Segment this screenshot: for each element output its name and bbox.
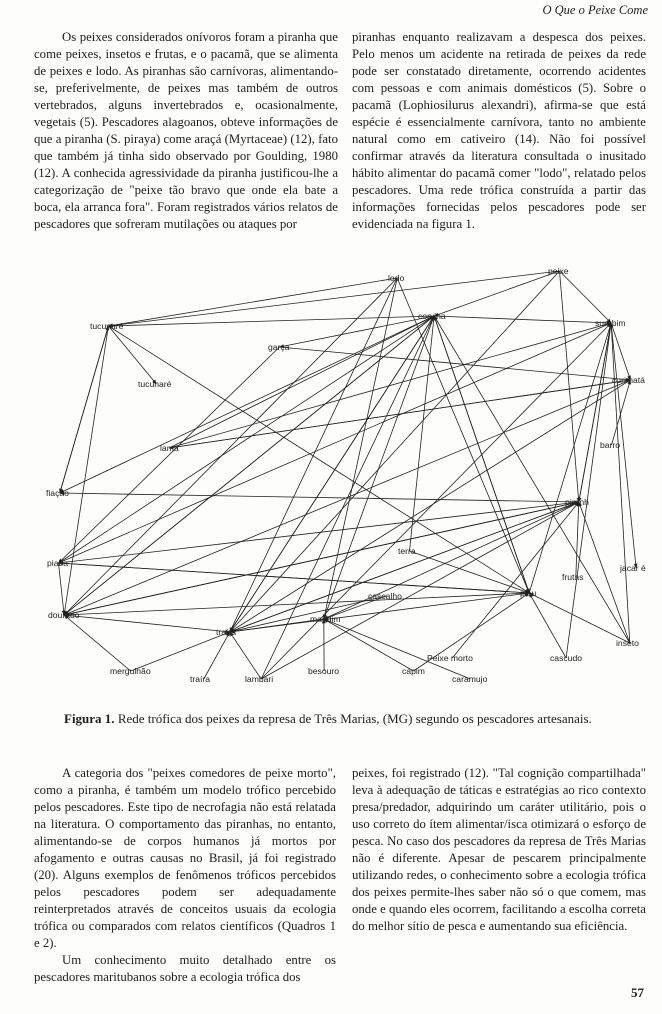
running-title: O Que o Peixe Come [542, 3, 648, 17]
node-barro: barro [600, 440, 621, 450]
node-lama: lama [160, 443, 179, 453]
node-peixemorto: Peixe morto [427, 653, 473, 663]
node-mandim: mandim [310, 614, 341, 624]
food-web-arrow [64, 615, 230, 632]
paragraph: piranhas enquanto realizavam a despesca dos peixes. Pelo menos um acidente na retirada de peixes da rede pode ser constatado diretamente, ocorrendo acidentes com pessoas e com animais domésticos (5). Sobre o pacamã (Lophiosilurus alexandri), afirma-se que está espécie é essencialmente carnívora, tanto no ambiente natural como em cativeiro (14). Não foi possível confirmar através da literatura consultada o inusitado hábito alimentar do pacamã comer "lodo", relatado pelos pescadores. Uma rede trófica construída a partir das informações fornecidas pelos pescadores pode ser evidenciada na figura 1. [352, 30, 646, 231]
food-web-arrow [560, 271, 612, 323]
node-garca: garça [268, 342, 290, 352]
food-web-arrow [434, 316, 611, 323]
node-peixe: peixe [548, 268, 569, 276]
node-surubim: surubim [595, 318, 626, 328]
caption-label: Figura 1. [64, 711, 115, 726]
top-left-column [34, 29, 338, 233]
node-frutas: frutas [562, 572, 584, 582]
node-piau: piau [520, 588, 537, 598]
node-dourado: dourado [48, 610, 80, 620]
food-web-arrow [230, 596, 387, 632]
food-web-arrow [280, 347, 631, 380]
food-web-arrow [60, 326, 109, 493]
food-web-arrow [261, 316, 434, 679]
node-fiacao: fiação [46, 488, 69, 498]
node-mergulhao: mergulhão [110, 666, 151, 676]
trophic-web-figure [30, 268, 650, 692]
paragraph: Um conhecimento muito detalhado entre os pescadores maritubanos sobre a ecologia trófica dos [34, 953, 336, 984]
paragraph: peixes, foi registrado (12). "Tal cognição compartilhada" leva à adequação de táticas e estratégias ao rico contexto presa/predador, adquirindo um caráter utilitário, pois o uso correto do ítem alimentar/isca otimizará o esforço de pesca. No caso dos pescadores da represa de Três Marias não é diferente. Apesar de pescarem principalmente utilizando redes, o conhecimento sobre a ecologia trófica dos peixes permite-lhes saber não só o que comem, mas onde e quando eles ocorrem, facilitando a escolha correta do melhor sítio de pesca e aumentando sua eficiência. [352, 766, 646, 933]
node-terra: terra [398, 546, 416, 556]
node-corvina: corvina [418, 311, 446, 321]
food-web-arrow [59, 323, 612, 563]
food-web-arrow [566, 323, 611, 658]
food-web-arrow [108, 326, 156, 384]
food-web-arrow [169, 323, 611, 448]
node-traira1: traíra [216, 627, 237, 637]
node-cascudo: cascudo [550, 653, 583, 663]
food-web-arrow [64, 615, 131, 671]
node-lodo: lodo [388, 273, 405, 283]
node-jacare: jacar é [620, 563, 646, 573]
food-web-arrow [108, 271, 559, 326]
node-besouro: besouro [308, 666, 340, 676]
food-web-arrow [204, 632, 230, 679]
node-capim: capim [402, 666, 425, 676]
food-web-arrow [230, 632, 261, 679]
node-curimata: curimatá [612, 375, 645, 385]
food-web-arrow [324, 619, 414, 671]
page-number: 57 [631, 985, 644, 1000]
paragraph: Os peixes considerados onívoros foram a piranha que come peixes, insetos e frutas, e o pacamã, que se alimenta de peixes e lodo. As piranhas são carnívoras, alimentando-se, preferivelmente, de peixes mas também de outros vertebrados, alguns invertebrados e, ocasionalmente, vegetais (5). Pescadores alagoanos, obteve informações de que a piranha (S. piraya) come araçá (Myrtaceae) (12), fato que também já tinha sido observado por Goulding, 1980 (12). A conhecida agressividade da piranha justificou-lhe a categorização de "peixe tão bravo que onde ela bate a boca, ela arranca fora". Foram registrados vários relatos de pescadores que sofreram mutilações ou ataques por [34, 30, 338, 231]
food-web-arrow [64, 316, 434, 615]
food-web-arrow [169, 380, 630, 448]
node-cascalho: cascalho [368, 591, 402, 601]
food-web-arrow [529, 323, 611, 593]
top-right-column [352, 29, 646, 233]
node-caramujo: caramujo [452, 674, 488, 684]
node-inseto: inseto [616, 638, 639, 648]
bottom-left-column [34, 765, 336, 986]
caption-text: Rede trófica dos peixes da represa de Três Marias, (MG) segundo os pescadores artesanais. [117, 711, 592, 726]
food-web-arrow [230, 271, 560, 632]
paragraph: A categoria dos "peixes comedores de peixe morto", como a piranha, é também um modelo trófico percebido pelos pescadores. Este tipo de necrofagia não está relatada na literatura. O comportamento das piranhas, no entanto, alimentando-se de corpos humanos já mortos por afogamento e outras causas no Brasil, já foi registrado (20). Alguns exemplos de fenômenos tróficos percebidos pelos pescadores podem ser adequadamente reinterpretados através de conceitos usuais da ecologia trófica ou comparados com relatos científicos (Quadros 1 e 2). [34, 766, 336, 950]
food-web-arrow [324, 619, 471, 679]
food-web-arrow [59, 563, 65, 615]
node-piranha: piranh [565, 497, 589, 507]
figure-caption [64, 711, 592, 727]
food-web-arrow [560, 271, 579, 502]
node-lambari: lambari [245, 674, 274, 684]
node-traira2: traíra [190, 674, 211, 684]
node-tucunare1: tucunaré [90, 321, 124, 331]
food-web-arrow [64, 326, 108, 615]
food-web-arrow [529, 593, 566, 658]
food-web-arrow [397, 278, 529, 593]
food-web-arrow [108, 326, 529, 593]
trophic-web-diagram [30, 268, 650, 692]
node-piaba: piaba [47, 558, 69, 568]
node-tucunare2: tucunaré [138, 379, 172, 389]
food-web-arrow [60, 493, 579, 502]
bottom-right-column [352, 765, 646, 935]
food-web-arrow [60, 316, 434, 493]
food-web-arrow [434, 271, 559, 316]
food-web-arrow [59, 563, 530, 593]
